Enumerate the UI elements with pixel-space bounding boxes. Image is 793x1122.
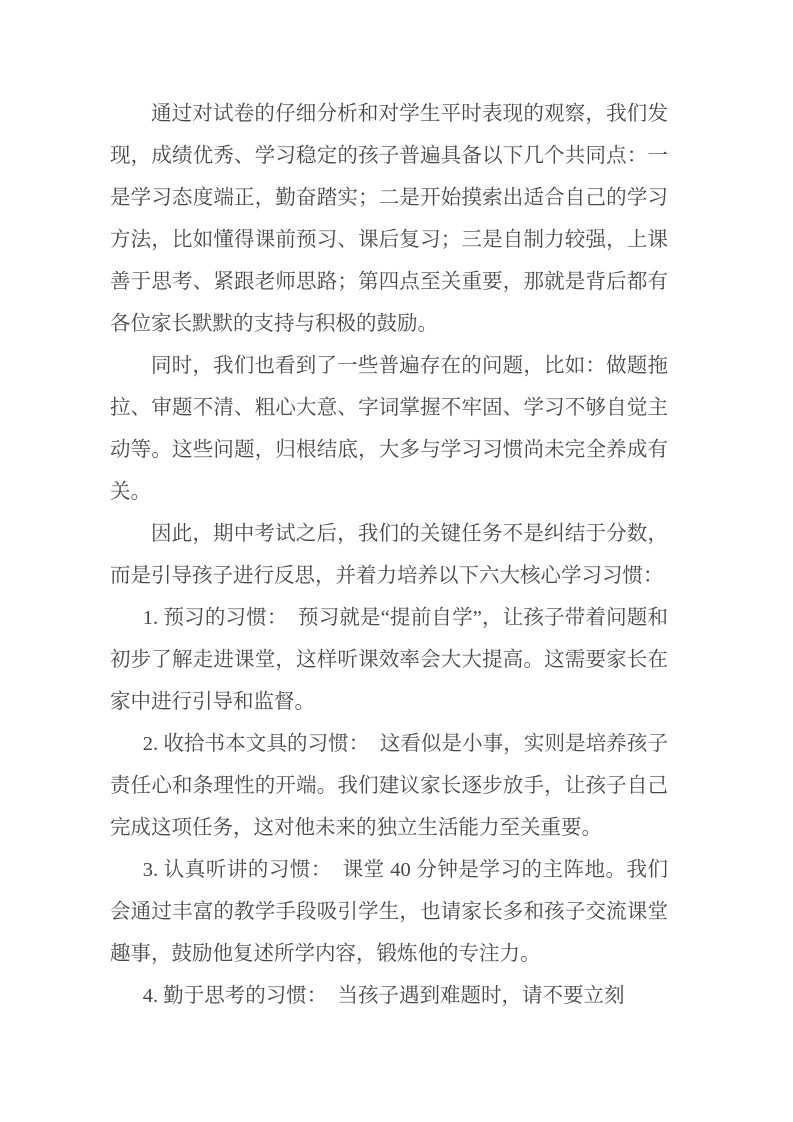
paragraph: 因此，期中考试之后，我们的关键任务不是纠结于分数，而是引导孩子进行反思，并着力培养以下六大核心学习习惯：: [110, 523, 668, 587]
numbered-paragraph: 2. 收拾书本文具的习惯： 这看似是小事，实则是培养孩子责任心和条理性的开端。我们建议家长逐步放手，让孩子自己完成这项任务，这对他未来的独立生活能力至关重要。: [110, 733, 668, 839]
document-body: [110, 93, 668, 1017]
numbered-paragraph: 1. 预习的习惯： 预习就是“提前自学”，让孩子带着问题和初步了解走进课堂，这样听课效率会大大提高。这需要家长在家中进行引导和监督。: [110, 607, 668, 713]
numbered-paragraph: 3. 认真听讲的习惯： 课堂 40 分钟是学习的主阵地。我们会通过丰富的教学手段吸引学生，也请家长多和孩子交流课堂趣事，鼓励他复述所学内容，锻炼他的专注力。: [110, 859, 668, 965]
paragraph: 同时，我们也看到了一些普遍存在的问题，比如：做题拖拉、审题不清、粗心大意、字词掌握不牢固、学习不够自觉主动等。这些问题，归根结底，大多与学习习惯尚未完全养成有关。: [110, 355, 668, 503]
paragraph: 通过对试卷的仔细分析和对学生平时表现的观察，我们发现，成绩优秀、学习稳定的孩子普遍具备以下几个共同点：一是学习态度端正，勤奋踏实；二是开始摸索出适合自己的学习方法，比如懂得课前预习、课后复习；三是自制力较强，上课善于思考、紧跟老师思路；第四点至关重要，那就是背后都有各位家长默默的支持与积极的鼓励。: [110, 103, 668, 335]
numbered-paragraph: 4. 勤于思考的习惯： 当孩子遇到难题时，请不要立刻: [142, 985, 625, 1007]
